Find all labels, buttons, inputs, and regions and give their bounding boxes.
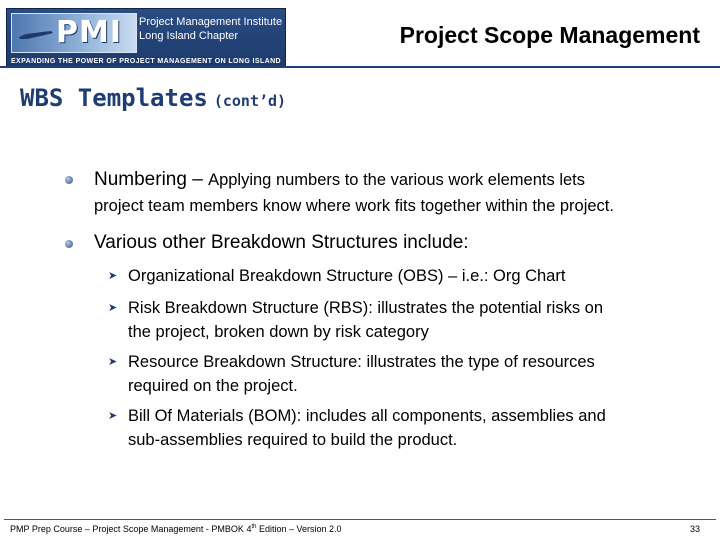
sub-bullet-text: Bill Of Materials (BOM): includes all components, assemblies and bbox=[128, 407, 606, 425]
sub-bullet-text: Risk Breakdown Structure (RBS): illustrates the potential risks on bbox=[128, 299, 604, 317]
sub-bullet-resource bbox=[108, 350, 688, 398]
sub-bullet-rbs bbox=[108, 296, 688, 344]
sub-bullet-bom bbox=[108, 404, 688, 452]
org-name: Project Management Institute bbox=[139, 16, 283, 28]
arrow-bullet-icon: ➤ bbox=[108, 356, 118, 368]
header-divider bbox=[0, 66, 720, 68]
pmi-chapter-name bbox=[139, 15, 281, 43]
sub-bullet-obs bbox=[108, 264, 688, 288]
sub-bullet-text-continued: required on the project. bbox=[128, 377, 298, 395]
footer-text-end: Edition – Version 2.0 bbox=[256, 524, 342, 534]
chapter-name: Long Island Chapter bbox=[139, 30, 239, 42]
sub-bullet-text: Organizational Breakdown Structure (OBS) – i.e.: Org Chart bbox=[128, 267, 566, 285]
footer-text: PMP Prep Course – Project Scope Management - PMBOK 4 bbox=[10, 524, 252, 534]
bullet-text: Various other Breakdown Structures include: bbox=[94, 232, 469, 253]
header-title: Project Scope Management bbox=[399, 22, 700, 48]
logo-tagline: EXPANDING THE POWER OF PROJECT MANAGEMENT ON LONG ISLAND bbox=[10, 58, 281, 65]
slide-title bbox=[20, 84, 286, 112]
arrow-bullet-icon: ➤ bbox=[108, 270, 118, 282]
arrow-bullet-icon: ➤ bbox=[108, 410, 118, 422]
footer-course-info bbox=[10, 524, 342, 534]
long-island-map-icon bbox=[18, 28, 54, 42]
bullet-line bbox=[94, 166, 694, 193]
bullet-text: Applying numbers to the various work elements lets bbox=[208, 171, 585, 189]
bullet-continuation: project team members know where work fits together within the project. bbox=[94, 197, 614, 215]
round-bullet-icon bbox=[65, 240, 73, 248]
round-bullet-icon bbox=[65, 176, 73, 184]
pmi-logo-text: PMI bbox=[56, 15, 123, 50]
slide-title-main: WBS Templates bbox=[20, 84, 208, 112]
arrow-bullet-icon: ➤ bbox=[108, 302, 118, 314]
footer-superscript: th bbox=[251, 524, 257, 530]
sub-bullet-text-continued: the project, broken down by risk category bbox=[128, 323, 429, 341]
bullet-numbering bbox=[94, 166, 694, 219]
sub-bullet-text: Resource Breakdown Structure: illustrates the type of resources bbox=[128, 353, 595, 371]
page-number: 33 bbox=[689, 524, 700, 534]
pmi-logo-mark bbox=[11, 13, 137, 53]
slide-title-suffix: (cont’d) bbox=[213, 92, 287, 110]
pmi-logo bbox=[6, 8, 286, 68]
bullet-lead: Numbering – bbox=[94, 169, 209, 190]
bullet-breakdown-structures bbox=[94, 230, 694, 256]
footer-divider bbox=[4, 519, 716, 520]
sub-bullet-text-continued: sub-assemblies required to build the product. bbox=[128, 431, 458, 449]
